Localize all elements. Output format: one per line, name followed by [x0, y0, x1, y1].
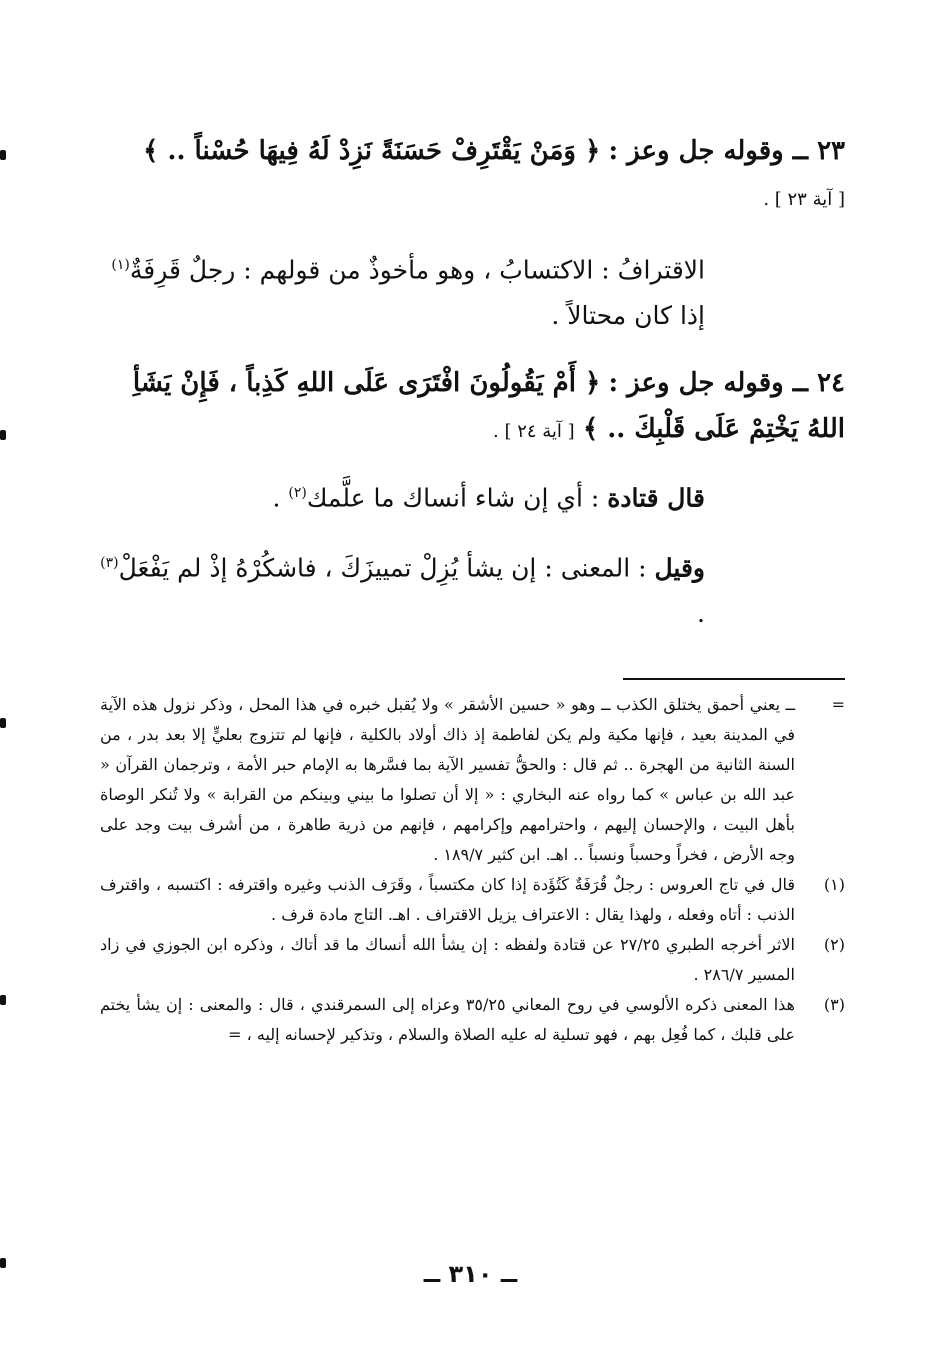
entry-23	[100, 128, 845, 223]
qatada-text: : أي إن شاء أنساك ما علَّمك	[306, 483, 600, 513]
scan-edge-mark	[0, 150, 6, 160]
paragraph-iqtiraf-text: الاقترافُ : الاكتسابُ ، وهو مأخوذٌ من قولهم : رجلٌ قَرِفَةٌ	[129, 255, 705, 285]
entry-23-ref: [ آية ٢٣ ] .	[763, 189, 845, 210]
entry-24	[100, 360, 845, 455]
footnote-1	[100, 870, 845, 930]
qatada-label: قال قتادة	[607, 483, 705, 513]
footnote-continued	[100, 690, 845, 870]
footnotes	[100, 690, 845, 1050]
scan-edge-mark	[0, 1258, 6, 1268]
footnote-3-number: (٣)	[823, 995, 845, 1014]
footnote-separator	[623, 678, 845, 680]
paragraph-iqtiraf-text-2: إذا كان محتالاً .	[551, 301, 705, 331]
entry-23-verse: ﴿ وَمَنْ يَقْتَرِفْ حَسَنَةً نَزِدْ لَهُ فِيهَا حُسْناً .. ﴾	[143, 136, 601, 166]
footnote-2-text: الاثر أخرجه الطبري ٢٧/٢٥ عن قتادة ولفظه : إن يشأ الله أنساك ما قد أتاك ، وذكره ابن الجوزي في زاد المسير ٢٨٦/٧ .	[100, 935, 795, 984]
entry-24-verse: ﴿ أَمْ يَقُولُونَ افْتَرَى عَلَى اللهِ كَذِباً ، فَإِنْ يَشَأِ اللهُ يَخْتِمْ عَلَى قَلْبِكَ .. ﴾	[132, 368, 845, 444]
footnote-continued-marker: =	[831, 695, 845, 714]
page-number: ــ ٣١٠ ــ	[423, 1260, 518, 1288]
qeel-text: : المعنى : إن يشأ يُزِلْ تمييزَكَ ، فاشكُرْهُ إذْ لم يَفْعَلْ	[118, 553, 647, 583]
entry-23-lead: ٢٣ ــ وقوله جل وعز :	[608, 136, 845, 166]
scan-edge-mark	[0, 718, 6, 728]
footnote-3	[100, 990, 845, 1050]
footnote-2-number: (٢)	[823, 935, 845, 954]
footnote-continued-text: ــ يعني أحمق يختلق الكذب ــ وهو « حسين الأشقر » ولا يُقبل خبره في هذا المحل ، وذكر نزول هذه الآية في المدينة بعيد ، فإنها مكية ولم يكن لفاطمة إذ ذاك أولاد بالكلية ، فإنها لم تتزوج بعليٍّ إلا بعد بدر ، من السنة الثانية من الهجرة .. ثم قال : والحقُّ تفسير الآية بما فسَّرها به الإمام حبر الأمة ، وترجمان القرآن « عبد الله بن عباس » كما رواه عنه البخاري : « إلا أن تصلوا ما بيني وبينكم من القرابة » ولا تُنكر الوصاة بأهل البيت ، والإحسان إليهم ، واحترامهم وإكرامهم ، فإنهم من ذرية طاهرة ، من أشرف بيت وجد على وجه الأرض ، فخراً وحسباً ونسباً .. اهـ. ابن كثير ١٨٩/٧ .	[100, 695, 795, 864]
footnote-3-text: هذا المعنى ذكره الألوسي في روح المعاني ٣٥/٢٥ وعزاه إلى السمرقندي ، قال : والمعنى : إن يشأ يختم على قلبك ، كما فُعِل بهم ، فهو تسلية له عليه الصلاة والسلام ، وتذكير لإحسانه إليه ، =	[100, 995, 795, 1044]
entry-24-lead: ٢٤ ــ وقوله جل وعز :	[608, 368, 845, 398]
paragraph-iqtiraf	[100, 242, 705, 339]
qatada-line	[100, 470, 705, 521]
entry-24-ref: [ آية ٢٤ ] .	[493, 421, 575, 442]
qatada-end: .	[272, 483, 281, 513]
footnote-ref-3: (٣)	[100, 555, 119, 571]
qeel-end: .	[697, 599, 705, 629]
qeel-label: وقيل	[654, 553, 705, 583]
footnote-ref-2: (٢)	[288, 485, 307, 501]
qeel-line	[100, 540, 705, 637]
footnote-2	[100, 930, 845, 990]
scan-edge-mark	[0, 995, 6, 1005]
footnote-1-number: (١)	[823, 875, 845, 894]
footnote-ref-1: (١)	[111, 257, 130, 273]
footnote-1-text: قال في تاج العروس : رجلٌ قُرَفَةٌ كَتُؤَدة إذا كان مكتسباً ، وقَرَف الذنب وغيره واقترفه : اكتسبه ، واقترف الذنب : أتاه وفعله ، ولهذا يقال : الاعتراف يزيل الاقتراف . اهـ. التاج مادة قرف .	[100, 875, 795, 924]
scan-edge-mark	[0, 430, 6, 440]
